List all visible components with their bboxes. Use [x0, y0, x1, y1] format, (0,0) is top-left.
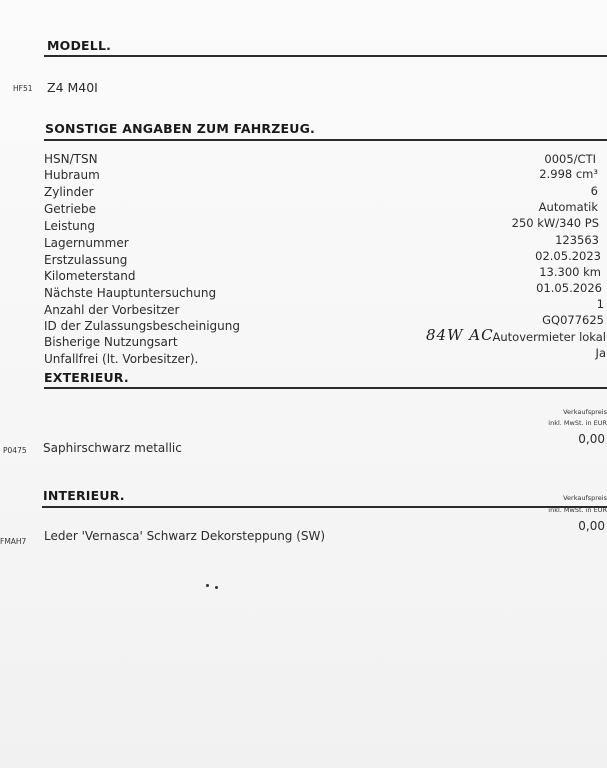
- spec-label-hsn-tsn: HSN/TSN: [44, 152, 98, 166]
- speck-mark: [215, 586, 218, 589]
- modell-divider: [44, 55, 607, 57]
- modell-code: HF51: [13, 84, 33, 93]
- sonstige-divider: [44, 139, 607, 141]
- exterieur-price-header-1: Verkaufspreis: [563, 408, 607, 416]
- interieur-divider: [42, 506, 607, 508]
- spec-value-zylinder: 6: [590, 184, 598, 198]
- interieur-price-header-2: inkl. MwSt. in EUR: [548, 506, 607, 514]
- spec-value-nutzungsart: Autovermieter lokal: [492, 330, 606, 344]
- spec-label-zulassungsbescheinigung-id: ID der Zulassungsbescheinigung: [44, 319, 240, 333]
- spec-value-getriebe: Automatik: [538, 200, 598, 214]
- spec-value-erstzulassung: 02.05.2023: [535, 249, 601, 263]
- handwritten-note: 84W AC: [426, 326, 494, 344]
- spec-label-lagernummer: Lagernummer: [44, 236, 129, 250]
- modell-name: Z4 M40I: [47, 80, 98, 95]
- exterieur-divider: [44, 387, 607, 389]
- interieur-description: Leder 'Vernasca' Schwarz Dekorsteppung (SW): [44, 529, 326, 543]
- spec-label-unfallfrei: Unfallfrei (lt. Vorbesitzer).: [44, 352, 199, 366]
- spec-value-hsn-tsn: 0005/CTI: [544, 152, 596, 166]
- spec-value-kilometerstand: 13.300 km: [539, 265, 601, 279]
- spec-label-leistung: Leistung: [44, 219, 95, 233]
- modell-section-title: MODELL.: [47, 38, 112, 53]
- exterieur-section-title: EXTERIEUR.: [44, 370, 129, 385]
- spec-label-getriebe: Getriebe: [44, 202, 97, 216]
- sonstige-section-title: SONSTIGE ANGABEN ZUM FAHRZEUG.: [45, 121, 316, 136]
- spec-label-vorbesitzer: Anzahl der Vorbesitzer: [44, 303, 180, 317]
- spec-label-hauptuntersuchung: Nächste Hauptuntersuchung: [44, 286, 217, 300]
- spec-value-hubraum: 2.998 cm³: [539, 167, 598, 181]
- interieur-price-header-1: Verkaufspreis: [563, 494, 607, 502]
- spec-value-lagernummer: 123563: [555, 233, 599, 247]
- interieur-section-title: INTERIEUR.: [43, 488, 125, 503]
- spec-label-zylinder: Zylinder: [44, 185, 94, 199]
- interieur-code: FMAH7: [0, 537, 27, 546]
- exterieur-price-header-2: inkl. MwSt. in EUR: [548, 419, 607, 427]
- interieur-price: 0,00: [578, 519, 605, 533]
- spec-label-kilometerstand: Kilometerstand: [44, 269, 136, 283]
- spec-label-hubraum: Hubraum: [44, 168, 100, 182]
- exterieur-price: 0,00: [578, 432, 605, 446]
- exterieur-description: Saphirschwarz metallic: [43, 441, 182, 455]
- exterieur-code: P0475: [3, 446, 27, 455]
- spec-value-leistung: 250 kW/340 PS: [511, 216, 599, 230]
- spec-value-vorbesitzer: 1: [596, 297, 604, 311]
- spec-value-unfallfrei: Ja: [595, 346, 606, 360]
- speck-mark: [206, 584, 209, 587]
- spec-value-zulassungsbescheinigung-id: GQ077625: [542, 313, 604, 327]
- spec-label-erstzulassung: Erstzulassung: [44, 253, 128, 267]
- spec-label-nutzungsart: Bisherige Nutzungsart: [44, 335, 178, 349]
- spec-value-hauptuntersuchung: 01.05.2026: [536, 281, 602, 295]
